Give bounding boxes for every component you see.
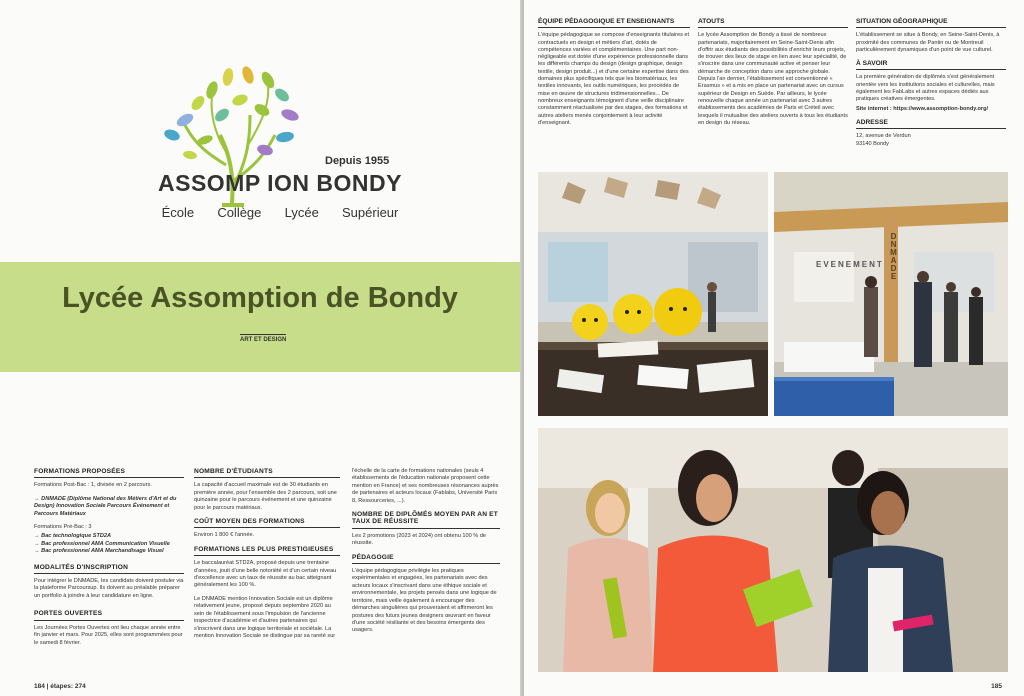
pre-bac-text: Formations Pré-Bac : 3 <box>34 524 92 531</box>
page-number-left: 184 | étapes: 274 <box>34 683 86 690</box>
dnmade-sign: DNMADE <box>889 232 898 280</box>
heading-prestige: FORMATIONS LES PLUS PRESTIGIEUSES <box>194 546 340 556</box>
pedagogie-text: L'équipe pédagogique privilégie les pratiques expérimentales et engagées, les partenariats avec des acteurs locaux s'inscrivant dans une éthique sociale et environnementale, les projets pensés dans une logique de territoire, mais veille également à encourager des démarches singulières qui prouveraient et affirmeront les postures des futurs jeunes designers œuvrant en faveur d'une société résiliante et des besoins émergents des usagers. <box>352 568 497 634</box>
site-label: Site internet : <box>856 105 894 112</box>
post-bac-text: Formations Post-Bac : 1, divisée en 2 parcours. <box>34 482 152 489</box>
pre-bac-item: → Bac professionnel AMA Communication Visuelle <box>34 540 170 547</box>
adresse-line-1: 12, avenue de Verdun <box>856 133 911 140</box>
title-band <box>0 262 520 372</box>
portes-ouvertes-text: Les Journées Portes Ouvertes ont lieu chaque année entre fin janvier et mars. Pour 2025, elles sont programmées pour le samedi 8 février. <box>34 624 183 646</box>
modalites-text: Pour intégrer le DNMADE, les candidats doivent postuler via la plateforme Parcoursup. Ils doivent au préalable préparer un portfolio à joindre à leur candidature en ligne. <box>34 578 184 599</box>
diplomes-text: Les 2 promotions (2023 et 2024) ont obtenu 100 % de réussite. <box>352 532 487 547</box>
logo-name: ASSOMP ION BONDY <box>158 170 402 196</box>
right-column-1 <box>538 18 690 133</box>
right-column-2 <box>698 18 848 133</box>
site-link[interactable]: https://www.assomption-bondy.org/ <box>893 105 989 112</box>
prestige-text-2: Le DNMADE mention Innovation Sociale est un diplôme relativement jeune, proposé depuis septembre 2020 au sein de l'établissement sous l'impulsion de l'ancienne inspectrice d'académie et d'autres partenaires qui s'inscrivent dans une logique territoriale et sociétale. La mention Innovation Sociale se distingue par sa rareté sur <box>194 595 336 639</box>
logo-level: École <box>161 205 195 220</box>
adresse-line-2: 93140 Bondy <box>856 140 889 147</box>
prestige-continued: l'échelle de la carte de formations nationales (seuls 4 établissements de l'éducation nationale proposent cette mention en France) et ses nombreuses résonances auprès de partenaires et acteurs locaux (Fablabs, Université Paris 8, Ressourceries, ...). <box>352 468 499 504</box>
heading-portes-ouvertes: PORTES OUVERTES <box>34 610 184 620</box>
heading-diplomes: NOMBRE DE DIPLÔMÉS MOYEN PAR AN ET TAUX DE RÉUSSITE <box>352 511 500 529</box>
column-1 <box>34 468 184 653</box>
evenement-banner: EVENEMENT <box>816 260 884 269</box>
site-line <box>856 106 1006 113</box>
heading-cout: COÛT MOYEN DES FORMATIONS <box>194 518 340 528</box>
photo-classroom <box>538 172 768 416</box>
cout-text: Environ 1 800 € l'année. <box>194 532 255 539</box>
situation-text: L'établissement se situe à Bondy, en Seine-Saint-Denis, à proximité des communes de Pantin ou de Montreuil particulièrement dynamiques d'un point de vue culturel. <box>856 32 1000 53</box>
heading-situation: SITUATION GÉOGRAPHIQUE <box>856 18 1006 28</box>
right-column-3 <box>856 18 1006 148</box>
logo-levels <box>150 205 410 220</box>
page-number-right: 185 <box>991 683 1002 690</box>
prestige-text-1: Le baccalauréat STD2A, proposé depuis une trentaine d'années, jouit d'une belle notoriété et d'un certain niveau d'excellence avec un taux de réussite au bac atteignant généralement les 100 %. <box>194 560 337 589</box>
pre-bac-item: → Bac technologique STD2A <box>34 533 112 540</box>
school-logo <box>150 55 410 235</box>
heading-formations: FORMATIONS PROPOSÉES <box>34 468 184 478</box>
heading-atouts: ATOUTS <box>698 18 848 28</box>
event-room-photo-icon <box>774 172 1008 416</box>
photo-students <box>538 428 1008 672</box>
column-2 <box>194 468 340 646</box>
heading-a-savoir: À SAVOIR <box>856 60 1006 70</box>
nombre-etudiants-text: La capacité d'accueil maximale est de 30 étudiants en première année, pour l'ensemble des 2 parcours, soit une quinzaine pour le parcours événement et une quinzaine pour le parcours matériaux. <box>194 482 337 511</box>
page-title: Lycée Assomption de Bondy <box>62 282 458 314</box>
logo-level: Lycée <box>284 205 319 220</box>
heading-modalites: MODALITÉS D'INSCRIPTION <box>34 564 184 574</box>
heading-adresse: ADRESSE <box>856 119 1006 129</box>
pre-bac-item: → Bac professionnel AMA Marchandisage Visuel <box>34 548 164 555</box>
heading-nombre-etudiants: NOMBRE D'ÉTUDIANTS <box>194 468 340 478</box>
column-3 <box>352 468 500 641</box>
logo-level: Collège <box>217 205 262 220</box>
atouts-text: Le lycée Assomption de Bondy a tissé de nombreux partenariats, majoritairement en Seine-Saint-Denis afin d'offrir aux étudiants des possibilités d'enrichir leurs projets, de trouver des lieux de stage en lien avec leur spécialité, de s'inscrire dans une communauté active et penser leur démarche de conception dans une approche globale. Depuis l'an dernier, l'établissement est conventionné « Erasmus » et a mis en place un partenariat avec un cursus supérieur de Design en Suède. Par ailleurs, le lycée renouvelle chaque année un partenariat avec 3 autres établissements des académies de Paris et Créteil avec lesquels il mutualise des ateliers ouverts à tous les étudiants en design du réseau. <box>698 32 848 126</box>
category-tag: ART ET DESIGN <box>240 334 286 343</box>
right-page <box>524 0 1024 696</box>
post-bac-item: → DNMADE (Diplôme National des Métiers d'Art et du Design) Innovation Sociale Parcours Événement et Parcours Matériaux <box>34 495 177 517</box>
logo-since: Depuis 1955 <box>325 155 390 167</box>
heading-pedagogie: PÉDAGOGIE <box>352 554 500 564</box>
heading-equipe: ÉQUIPE PÉDAGOGIQUE ET ENSEIGNANTS <box>538 18 690 28</box>
logo-level: Supérieur <box>342 205 399 220</box>
a-savoir-text: La première génération de diplômés s'est généralement orientée vers les institutions sociales et culturelles, mais également les FabLabs et autres espaces dédiés aux pratiques créatives émergentes. <box>856 74 995 103</box>
classroom-photo-icon <box>538 172 768 416</box>
photo-dnmade-room <box>774 172 1008 416</box>
equipe-text: L'équipe pédagogique se compose d'enseignants titulaires et contractuels en design et métiers d'art, dotés de compétences variées et complémentaires. Une part non-négligeable est dotée d'une expérience professionnelle dans les différents champs du design (design graphique, design textile, design produit...) et d'une certaine expertise dans des domaines plus spécifiques tels que les biomatériaux, les textiles innovants, les outils numériques, les procédés de mise en œuvre de structures tridimensionnelles... De nombreux enseignants témoignent d'une veille disciplinaire constamment réactualisée par des stages, des formations et autres ateliers menés conjointement à leur activité d'enseignant. <box>538 32 690 126</box>
students-photo-icon <box>538 428 1008 672</box>
